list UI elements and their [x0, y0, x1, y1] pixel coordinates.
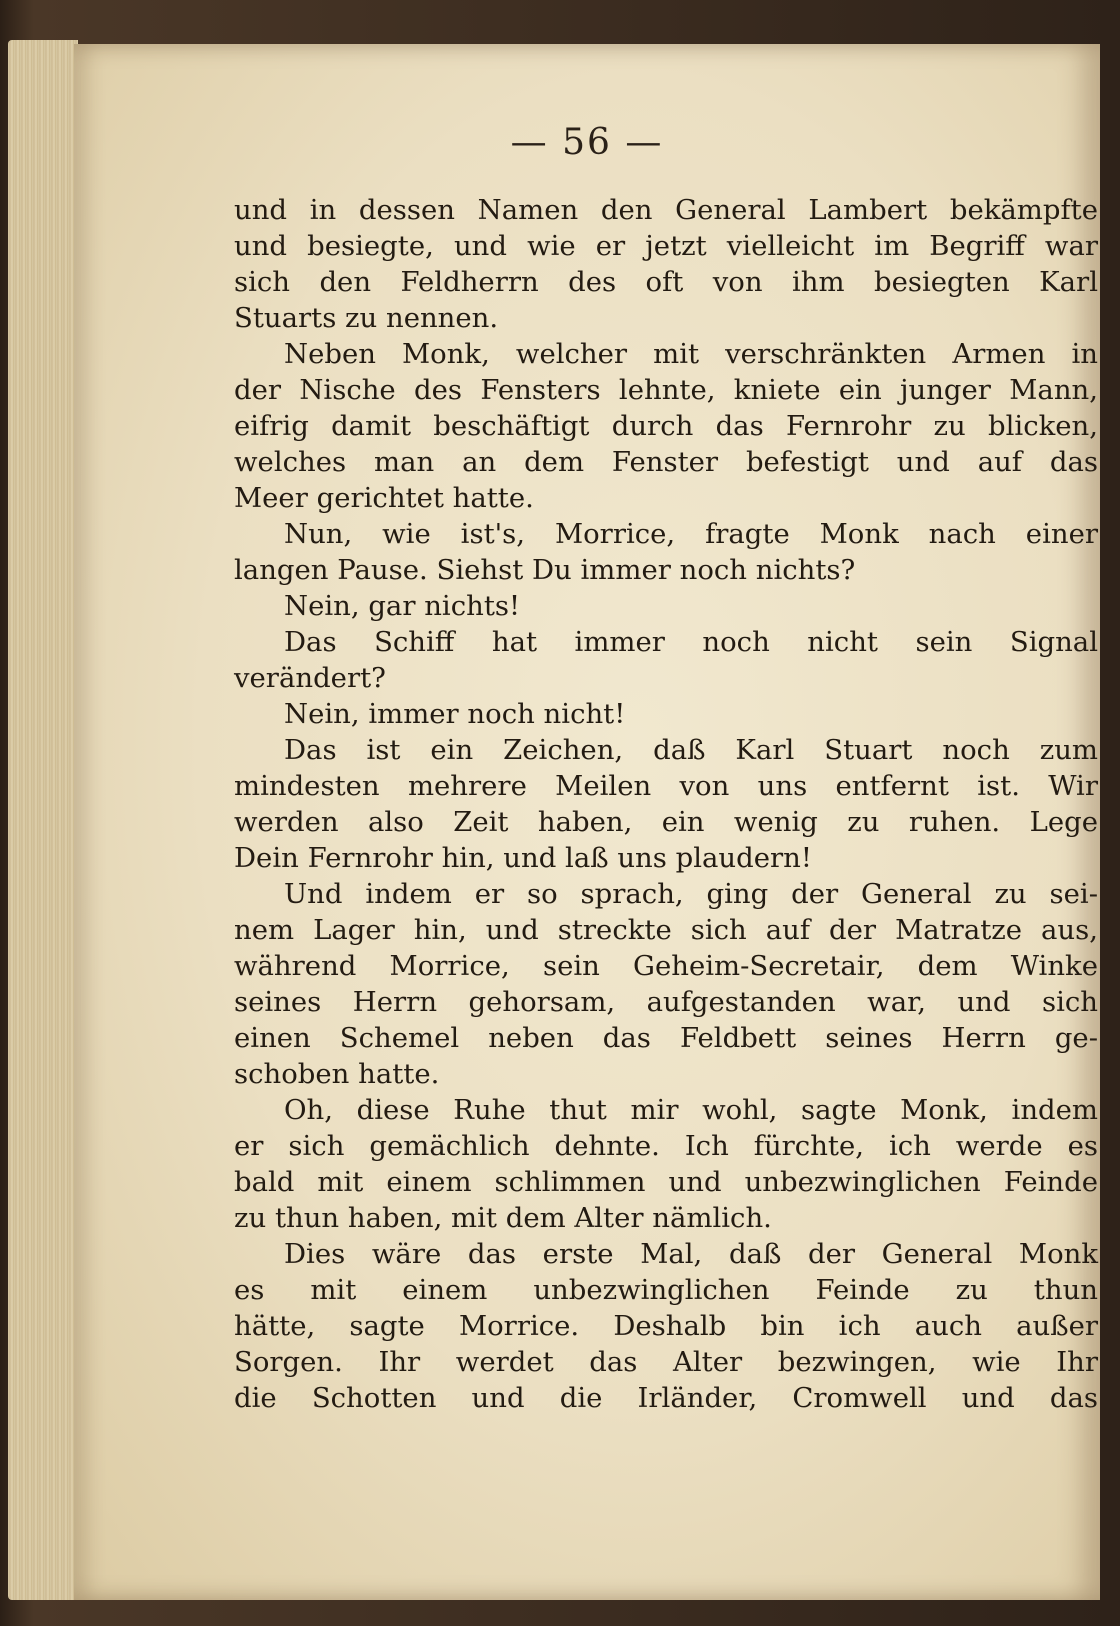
text-line: zu thun haben, mit dem Alter nämlich.	[234, 1202, 772, 1234]
text-line: Meer gerichtet hatte.	[234, 482, 534, 514]
book-page	[74, 44, 1100, 1600]
text-line: Dies wäre das erste Mal, daß der General Monk	[284, 1238, 1098, 1270]
text-line: Nein, gar nichts!	[284, 590, 521, 622]
text-line: Nein, immer noch nicht!	[284, 698, 626, 730]
text-line: langen Pause. Siehst Du immer noch nichts?	[234, 554, 856, 586]
text-line: der Nische des Fensters lehnte, kniete ein junger Mann,	[234, 374, 1098, 406]
text-line: nem Lager hin, und streckte sich auf der Matratze aus,	[234, 914, 1098, 946]
text-line: mindesten mehrere Meilen von uns entfernt ist. Wir	[234, 770, 1098, 802]
text-line: hätte, sagte Morrice. Deshalb bin ich auch außer	[234, 1310, 1098, 1342]
text-line: Neben Monk, welcher mit verschränkten Armen in	[284, 338, 1098, 370]
text-line: einen Schemel neben das Feldbett seines Herrn ge-	[234, 1022, 1098, 1054]
text-line: es mit einem unbezwinglichen Feinde zu thun	[234, 1274, 1098, 1306]
text-line: Das ist ein Zeichen, daß Karl Stuart noch zum	[284, 734, 1098, 766]
page-edges	[8, 40, 78, 1600]
text-line: eifrig damit beschäftigt durch das Fernrohr zu blicken,	[234, 410, 1098, 442]
text-line: die Schotten und die Irländer, Cromwell und das	[234, 1382, 1098, 1414]
text-line: welches man an dem Fenster befestigt und auf das	[234, 446, 1098, 478]
body-text	[234, 192, 1098, 1416]
text-line: schoben hatte.	[234, 1058, 440, 1090]
text-line: Dein Fernrohr hin, und laß uns plaudern!	[234, 842, 812, 874]
text-line: und in dessen Namen den General Lambert bekämpfte	[234, 194, 1098, 226]
text-line: verändert?	[234, 662, 386, 694]
text-line: werden also Zeit haben, ein wenig zu ruhen. Lege	[234, 806, 1098, 838]
text-line: Das Schiff hat immer noch nicht sein Signal	[284, 626, 1098, 658]
text-line: seines Herrn gehorsam, aufgestanden war, und sich	[234, 986, 1098, 1018]
text-line: während Morrice, sein Geheim-Secretair, dem Winke	[234, 950, 1098, 982]
text-line: Stuarts zu nennen.	[234, 302, 499, 334]
text-line: Oh, diese Ruhe thut mir wohl, sagte Monk, indem	[284, 1094, 1098, 1126]
text-line: Sorgen. Ihr werdet das Alter bezwingen, wie Ihr	[234, 1346, 1098, 1378]
text-line: sich den Feldherrn des oft von ihm besiegten Karl	[234, 266, 1098, 298]
text-line: er sich gemächlich dehnte. Ich fürchte, ich werde es	[234, 1130, 1098, 1162]
text-line: Nun, wie ist's, Morrice, fragte Monk nach einer	[284, 518, 1098, 550]
text-line: Und indem er so sprach, ging der General zu sei-	[284, 878, 1098, 910]
page-number: — 56 —	[510, 122, 664, 163]
text-line: und besiegte, und wie er jetzt vielleicht im Begriff war	[234, 230, 1098, 262]
text-line: bald mit einem schlimmen und unbezwinglichen Feinde	[234, 1166, 1098, 1198]
